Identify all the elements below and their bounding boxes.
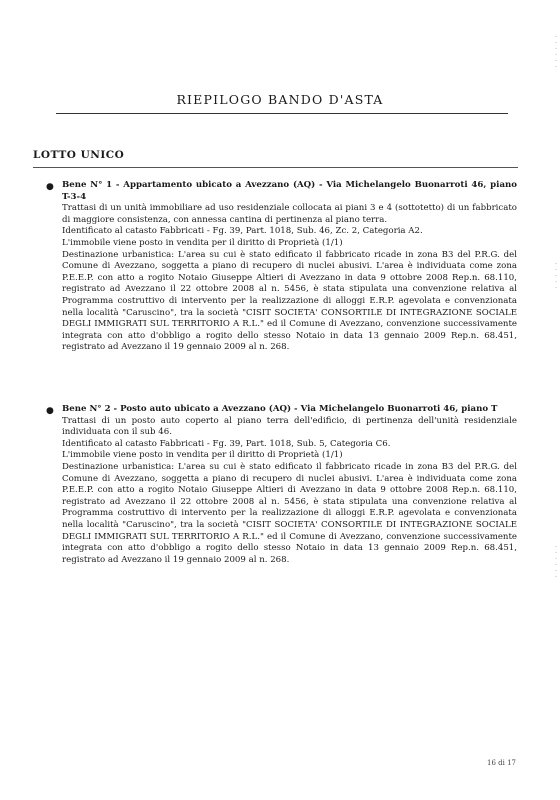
page-number: 16 di 17	[487, 759, 516, 767]
item-description: Trattasi di un posto auto coperto al piano terra dell'edificio, di pertinenza dell'unità residenziale individuata con il sub 46.	[62, 415, 517, 438]
title-underline	[56, 113, 508, 114]
scan-artifact: · · · · · ·	[555, 544, 558, 581]
list-item-bene-2	[62, 404, 517, 566]
list-item-bene-1	[62, 180, 517, 354]
item-urban-zoning: Destinazione urbanistica: L'area su cui è stato edificato il fabbricato ricade in zona B3 del P.R.G. del Comune di Avezzano, soggetta a piano di recupero di nuclei abusivi. L'area è individuata come zona P.E.E.P. con atto a rogito Notaio Giuseppe Altieri di Avezzano in data 9 ottobre 2008 Rep.n. 68.110, registrato ad Avezzano il 22 ottobre 2008 al n. 5456, è stata stipulata una convenzione relativa al Programma costruttivo di intervento per la realizzazione di alloggi E.R.P. agevolata e convenzionata nella località "Caruscino", tra la società "CISIT SOCIETA' CONSORTILE DI INTEGRAZIONE SOCIALE DEGLI IMMIGRATI SUL TERRITORIO A R.L." ed il Comune di Avezzano, convenzione successivamente integrata con atto d'obbligo a rogito dello stesso Notaio in data 13 gennaio 2009 Rep.n. 68.451, registrato ad Avezzano il 19 gennaio 2009 al n. 268.	[62, 249, 517, 353]
section-divider	[33, 167, 518, 168]
page-title: RIEPILOGO BANDO D'ASTA	[176, 92, 384, 107]
item-urban-zoning: Destinazione urbanistica: L'area su cui è stato edificato il fabbricato ricade in zona B3 del P.R.G. del Comune di Avezzano, soggetta a piano di recupero di nuclei abusivi. L'area è individuata come zona P.E.E.P. con atto a rogito Notaio Giuseppe Altieri di Avezzano in data 9 ottobre 2008 Rep.n. 68.110, registrato ad Avezzano il 22 ottobre 2008 al n. 5456, è stata stipulata una convenzione relativa al Programma costruttivo di intervento per la realizzazione di alloggi E.R.P. agevolata e convenzionata nella località "Caruscino", tra la società "CISIT SOCIETA' CONSORTILE DI INTEGRAZIONE SOCIALE DEGLI IMMIGRATI SUL TERRITORIO A R.L." ed il Comune di Avezzano, convenzione successivamente integrata con atto d'obbligo a rogito dello stesso Notaio in data 13 gennaio 2009 Rep.n. 68.451, registrato ad Avezzano il 19 gennaio 2009 al n. 268.	[62, 461, 517, 565]
item-heading: Bene N° 2 - Posto auto ubicato a Avezzano (AQ) - Via Michelangelo Buonarroti 46, piano T	[62, 404, 498, 414]
item-ownership: L'immobile viene posto in vendita per il diritto di Proprietà (1/1)	[62, 450, 343, 461]
section-heading: LOTTO UNICO	[33, 149, 125, 161]
item-ownership: L'immobile viene posto in vendita per il diritto di Proprietà (1/1)	[62, 237, 343, 248]
bullet-icon: ●	[46, 182, 54, 192]
scan-artifact: · · · · · ·	[555, 34, 558, 71]
item-description: Trattasi di un unità immobiliare ad uso residenziale collocata ai piani 3 e 4 (sottotetto) di un fabbricato di maggiore consistenza, con annessa cantina di pertinenza al piano terra.	[62, 203, 517, 225]
item-heading: Bene N° 1 - Appartamento ubicato a Avezzano (AQ) - Via Michelangelo Buonarroti 46, piano T-3-4	[62, 180, 517, 202]
bullet-icon: ●	[46, 406, 54, 416]
item-cadastral-id: Identificato al catasto Fabbricati - Fg. 39, Part. 1018, Sub. 46, Zc. 2, Categoria A2.	[62, 226, 423, 237]
item-cadastral-id: Identificato al catasto Fabbricati - Fg. 39, Part. 1018, Sub. 5, Categoria C6.	[62, 438, 391, 449]
scan-artifact: · · · · ·	[555, 261, 558, 292]
